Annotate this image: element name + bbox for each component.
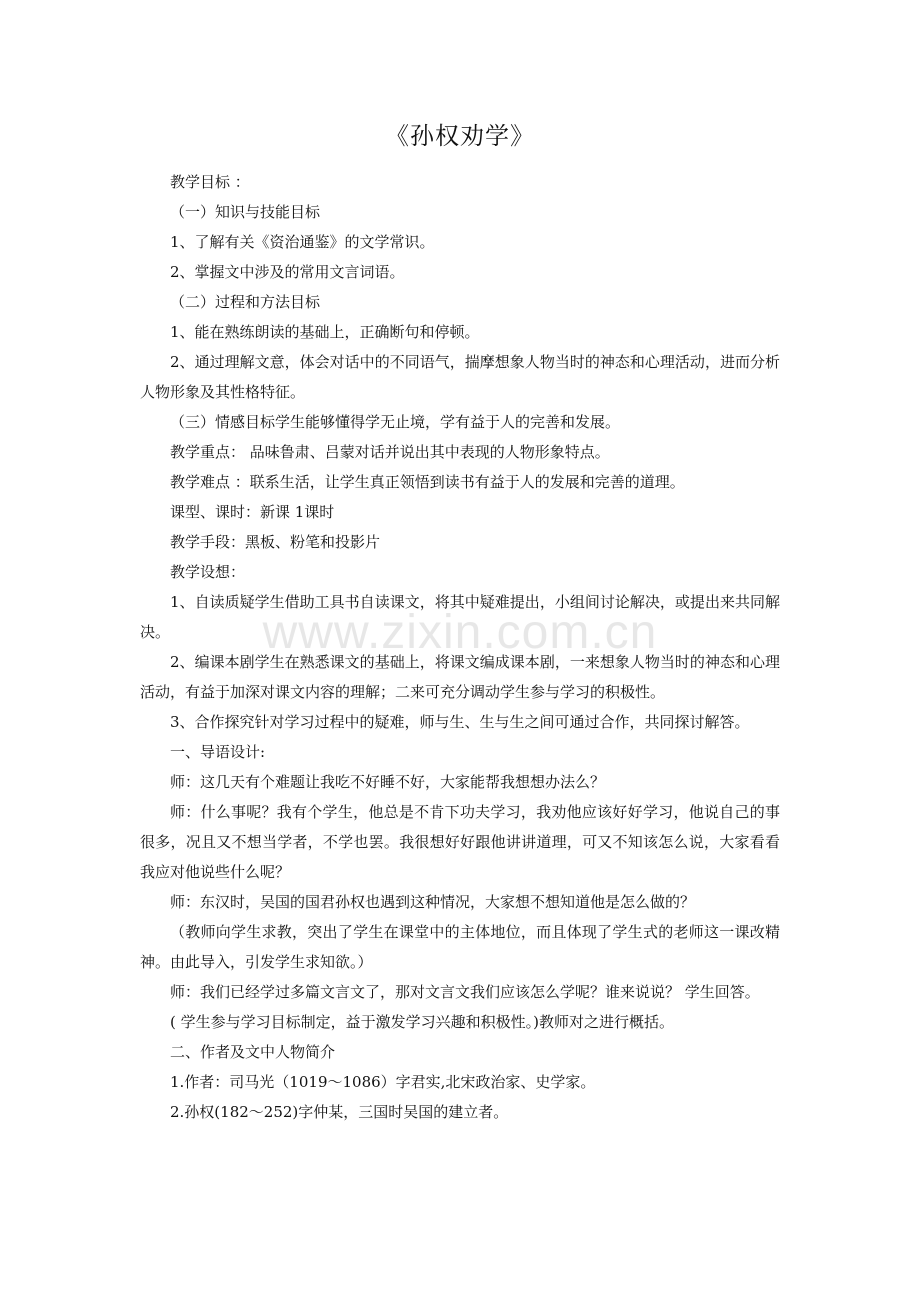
paragraph-teaching-means: 教学手段：黑板、粉笔和投影片 — [170, 533, 381, 551]
paragraph-key-point: 教学重点： 品味鲁肃、吕蒙对话并说出其中表现的人物形象特点。 — [170, 443, 610, 461]
paragraph-sun-quan: 2.孙权(182～252)字仲某，三国时吴国的建立者。 — [170, 1103, 509, 1121]
paragraph-teacher-4: 师：我们已经学过多篇文言文了，那对文言文我们应该怎么学呢？谁来说说？ 学生回答。 — [170, 983, 760, 1001]
paragraph-teacher-note: （教师向学生求教，突出了学生在课堂中的主体地位，而且体现了学生式的老师这一课改精神。由此导入，引发学生求知欲。） — [140, 923, 780, 971]
paragraph-difficult-point: 教学难点 ：联系生活，让学生真正领悟到读书有益于人的发展和完善的道理。 — [170, 473, 685, 491]
paragraph-idea-3: 3、合作探究针对学习过程中的疑难，师与生、生与生之间可通过合作，共同探讨解答。 — [170, 713, 750, 731]
paragraph-teaching-goals: 教学目标 ： — [170, 173, 250, 191]
paragraph-teaching-ideas: 教学设想： — [170, 563, 246, 581]
paragraph-author-sima-guang: 1.作者：司马光（1019～1086）字君实,北宋政治家、史学家。 — [170, 1073, 596, 1091]
paragraph-process-goal: （二）过程和方法目标 — [170, 293, 321, 311]
paragraph-knowledge-2: 2、掌握文中涉及的常用文言词语。 — [170, 263, 405, 281]
paragraph-knowledge-goal: （一）知识与技能目标 — [170, 203, 321, 221]
watermark-text: www.zixin.com.cn — [262, 606, 658, 659]
paragraph-idea-2: 2、编课本剧学生在熟悉课文的基础上，将课文编成课本剧，一来想象人物当时的神态和心理活动，有益于加深对课文内容的理解；二来可充分调动学生参与学习的积极性。 — [140, 653, 780, 701]
paragraph-teacher-1: 师：这几天有个难题让我吃不好睡不好，大家能帮我想想办法么？ — [170, 773, 606, 791]
paragraph-section-author: 二、作者及文中人物简介 — [170, 1043, 336, 1061]
paragraph-section-introduction: 一、导语设计: — [170, 743, 266, 761]
paragraph-teacher-2: 师：什么事呢？我有个学生，他总是不肯下功夫学习，我劝他应该好好学习，他说自己的事很多，况且又不想当学者，不学也罢。我很想好好跟他讲讲道理，可又不知该怎么说，大家看看我应对他说些什么呢？ — [140, 803, 780, 881]
paragraph-student-participation: ( 学生参与学习目标制定，益于激发学习兴趣和积极性。)教师对之进行概括。 — [170, 1013, 674, 1031]
document-body — [140, 167, 780, 1127]
paragraph-lesson-type: 课型、课时：新课 1课时 — [170, 503, 335, 521]
paragraph-process-2: 2、通过理解文意，体会对话中的不同语气，揣摩想象人物当时的神态和心理活动，进而分析人物形象及其性格特征。 — [140, 353, 780, 401]
paragraph-emotion-goal: （三）情感目标学生能够懂得学无止境，学有益于人的完善和发展。 — [170, 413, 621, 431]
paragraph-idea-1: 1、自读质疑学生借助工具书自读课文，将其中疑难提出，小组间讨论解决，或提出来共同解决。 — [140, 593, 780, 641]
document-title: 《孙权劝学》 — [385, 122, 535, 150]
paragraph-knowledge-1: 1、了解有关《资治通鉴》的文学常识。 — [170, 233, 435, 251]
paragraph-teacher-3: 师：东汉时，吴国的国君孙权也遇到这种情况，大家想不想知道他是怎么做的？ — [170, 893, 696, 911]
paragraph-process-1: 1、能在熟练朗读的基础上，正确断句和停顿。 — [170, 323, 480, 341]
